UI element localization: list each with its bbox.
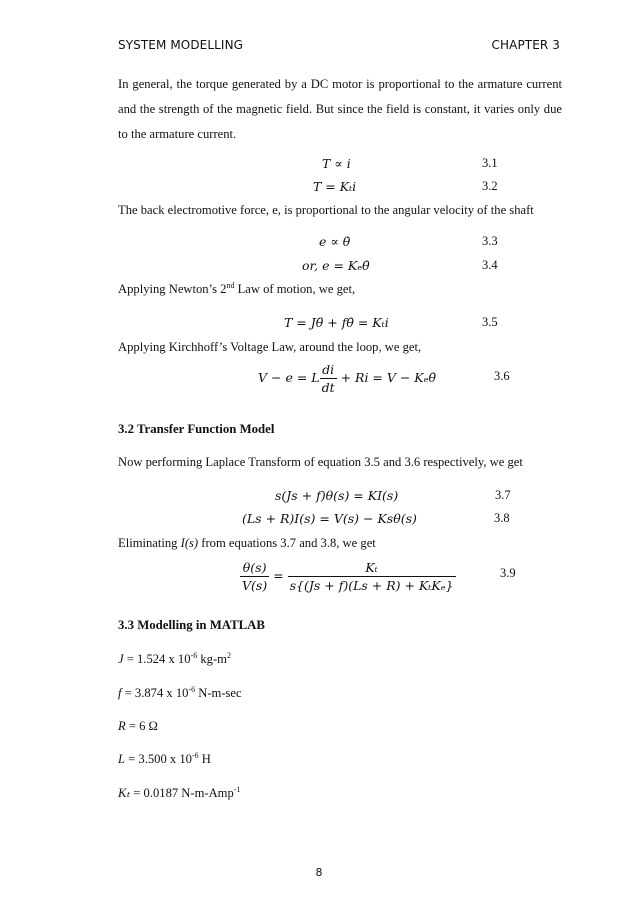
equation-number-3-8: 3.8 xyxy=(494,511,510,525)
equation-3-1: T ∝ i xyxy=(322,156,351,171)
param-L: L = 3.500 x $10^{-6}$ H xyxy=(118,751,211,766)
equation-number-3-9: 3.9 xyxy=(500,566,516,580)
equation-3-3: e ∝ θ̇ xyxy=(319,234,351,249)
section-heading-3-3: 3.3 Modelling in MATLAB xyxy=(118,618,265,632)
equation-number-3-1: 3.1 xyxy=(482,156,498,170)
param-Kt: Kₜ = 0.0187 N-m-Amp$^{-1}$ xyxy=(118,785,241,800)
equation-number-3-4: 3.4 xyxy=(482,258,498,272)
equation-number-3-3: 3.3 xyxy=(482,234,498,248)
param-f: f = 3.874 x $10^{-6}$ N-m-sec xyxy=(118,685,242,700)
equation-3-6: V − e = L $\frac{di}{dt}$ + Ri = V − Kₑθ̇ xyxy=(258,362,437,395)
page-number: 8 xyxy=(315,866,323,879)
intro-paragraph: In general, the torque generated by a DC motor is proportional to the armature current and the strength of the magnetic field. But since the field is constant, it varies only due to the armature current. xyxy=(118,77,562,141)
equation-3-4: or, e = Kₑθ̇ xyxy=(302,258,370,273)
kirchhoff-text: Applying Kirchhoff’s Voltage Law, around the loop, we get, xyxy=(118,340,422,354)
param-J: J = 1.524 x $10^{-6}$ $kg-m^2$ xyxy=(118,651,231,666)
backemf-text: The back electromotive force, e, is proportional to the angular velocity of the shaft xyxy=(118,203,534,217)
eliminating-text: Eliminating I(s) from equations 3.7 and 3.8, we get xyxy=(118,536,376,550)
equation-3-9: $\frac{\theta(s)}{V(s)}$ = $\frac{\text{Kₜ}}{\text{s\{(Js + f)(Ls + R) + KₜKₑ\}}}$ xyxy=(242,560,454,593)
running-header-left: SYSTEM MODELLING xyxy=(118,38,244,52)
running-header-right: CHAPTER 3 xyxy=(491,38,560,52)
equation-3-5: T = Jθ̈ + fθ̇ = Kₜi xyxy=(284,315,389,330)
equation-number-3-6: 3.6 xyxy=(494,369,510,383)
equation-3-7: s(Js + f)θ(s) = KI(s) xyxy=(275,488,399,503)
equation-number-3-5: 3.5 xyxy=(482,315,498,329)
newton-text: Applying Newton’s 2nd Law of motion, we get, xyxy=(118,281,356,296)
section-heading-3-2: 3.2 Transfer Function Model xyxy=(118,422,275,436)
equation-number-3-7: 3.7 xyxy=(495,488,511,502)
param-R: R = 6 Ω xyxy=(118,719,158,733)
equation-number-3-2: 3.2 xyxy=(482,179,498,193)
laplace-text: Now performing Laplace Transform of equation 3.5 and 3.6 respectively, we get xyxy=(118,455,523,469)
equation-3-8: (Ls + R)I(s) = V(s) − Ksθ(s) xyxy=(242,511,417,526)
equation-3-2: T = Kₜi xyxy=(313,179,357,194)
